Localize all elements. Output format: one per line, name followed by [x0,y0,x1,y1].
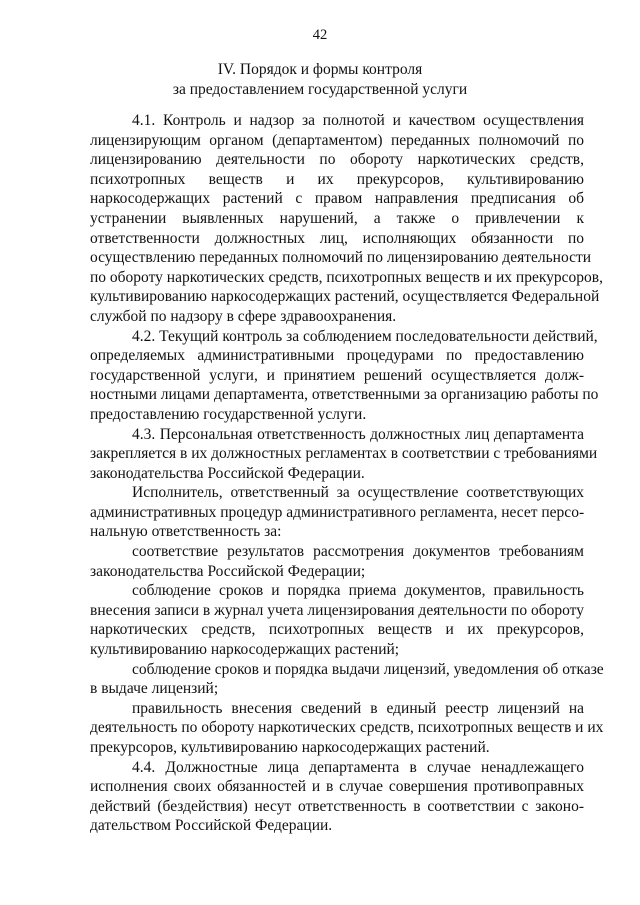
text-line: 4.3. Персональная ответственность должностных лиц департамента [132,425,584,443]
text-line: правильность внесения сведений в единый реестр лицензий на [132,699,584,717]
text-line: культивированию наркосодержащих растений, осуществляется Федеральной [90,288,600,306]
text-line: прекурсоров, культивированию наркосодержащих растений. [90,739,490,756]
text-line: закрепляется в их должностных регламентах в соответствии с требованиями [90,445,598,463]
paragraph [90,111,603,327]
text-line: исполнения своих обязанностей и в случае совершения противоправных [90,778,584,796]
paragraph [90,699,604,758]
section-heading-line-2: за предоставлением государственной услуги [172,80,468,98]
text-line: административных процедур административного регламента, несет персо- [90,503,585,521]
text-line: лицензированию деятельности по обороту наркотических средств, [90,151,584,169]
text-line: определяемых административными процедурами по предоставлению [90,347,584,365]
text-line: наркосодержащих растений с правом направления предписания об [90,190,584,208]
page-number: 42 [312,27,328,43]
paragraph [90,425,598,484]
section-heading [0,60,640,99]
text-line: осуществлению переданных полномочий по лицензированию деятельности [90,249,592,267]
text-line: соответствие результатов рассмотрения документов требованиям [132,543,584,561]
text-line: Исполнитель, ответственный за осуществление соответствующих [132,484,584,502]
text-line: законодательства Российской Федерации. [90,464,365,482]
text-line: деятельность по обороту наркотических средств, психотропных веществ и их [90,719,604,737]
text-line: внесения записи в журнал учета лицензирования деятельности по обороту [90,601,584,619]
paragraph [90,327,599,425]
text-line: предоставлению государственной услуги. [90,405,367,423]
text-line: психотропных веществ и их прекурсоров, культивированию [90,170,584,188]
text-line: в выдаче лицензий; [90,680,219,698]
paragraph [90,483,584,542]
text-line: по обороту наркотических средств, психотропных веществ и их прекурсоров, [90,268,603,286]
text-line: 4.1. Контроль и надзор за полнотой и качеством осуществления [132,112,584,129]
text-line: нальную ответственность за: [90,523,282,541]
text-line: законодательства Российской Федерации; [90,562,366,580]
text-line: лицензирующим органом (департаментом) переданных полномочий по [90,131,584,149]
text-line: 4.2. Текущий контроль за соблюдением последовательности действий, [132,327,598,345]
text-line: соблюдение сроков и порядка выдачи лицензий, уведомления об отказе [132,660,604,678]
text-line: ответственности должностных лиц, исполняющих обязанности по [90,229,584,247]
section-heading-line-1: IV. Порядок и формы контроля [217,61,423,78]
text-line: действий (бездействия) несут ответственность в соответствии с законо- [90,797,584,815]
paragraph [90,581,584,659]
text-line: устранении выявленных нарушений, а также о привлечении к [90,209,584,227]
text-line: дательством Российской Федерации. [90,817,333,835]
document-body [90,111,604,836]
text-line: государственной услуги, и принятием решений осуществляется долж- [90,366,584,384]
text-line: службой по надзору в сфере здравоохранения. [90,307,397,325]
text-line: ностными лицами департамента, ответственными за организацию работы по [90,386,599,404]
paragraph [90,758,584,836]
text-line: культивированию наркосодержащих растений; [90,641,400,659]
paragraph [90,542,584,581]
text-line: соблюдение сроков и порядка приема документов, правильность [132,582,584,600]
text-line: 4.4. Должностные лица департамента в случае ненадлежащего [132,758,584,776]
paragraph [90,660,604,699]
text-line: наркотических средств, психотропных веществ и их прекурсоров, [90,621,584,639]
